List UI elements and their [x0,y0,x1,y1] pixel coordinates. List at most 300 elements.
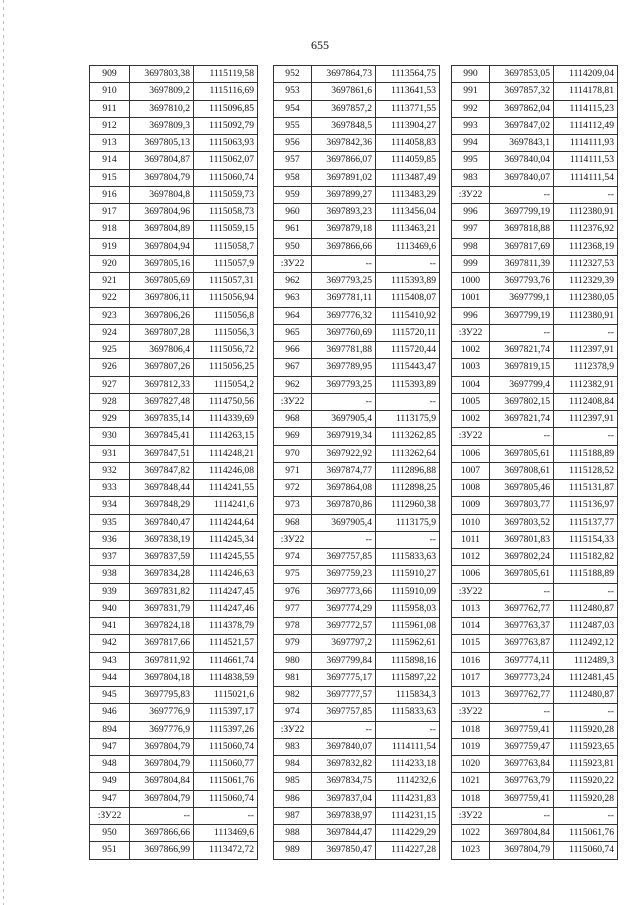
x-coordinate-cell: 3697807,26 [130,359,194,376]
table-row [274,307,440,324]
point-number-cell: 996 [452,204,490,221]
table-row [452,531,618,548]
point-number-cell: 1008 [452,480,490,497]
point-number-cell: 996 [452,307,490,324]
table-row [274,376,440,393]
table-row [452,428,618,445]
point-number-cell: 977 [274,600,312,617]
y-coordinate-cell: 1115119,58 [194,66,258,83]
table-row [452,342,618,359]
y-coordinate-cell: 1114661,74 [194,652,258,669]
x-coordinate-cell: 3697802,24 [490,549,554,566]
x-coordinate-cell: 3697837,59 [130,549,194,566]
table-row [274,531,440,548]
y-coordinate-cell: 1115062,07 [194,152,258,169]
table-row [90,497,258,514]
point-number-cell: :ЗУ22 [452,186,490,203]
x-coordinate-cell: 3697763,84 [490,756,554,773]
y-coordinate-cell: 1113771,55 [376,100,440,117]
x-coordinate-cell: 3697857,32 [490,83,554,100]
y-coordinate-cell: 1114233,18 [376,756,440,773]
table-row [274,825,440,842]
x-coordinate-cell: 3697762,77 [490,687,554,704]
x-coordinate-cell: -- [490,583,554,600]
point-number-cell: 915 [90,169,130,186]
table-row [452,462,618,479]
point-number-cell: 1018 [452,790,490,807]
point-number-cell: 971 [274,462,312,479]
x-coordinate-cell: 3697848,29 [130,497,194,514]
x-coordinate-cell: 3697840,07 [490,169,554,186]
y-coordinate-cell: -- [554,324,618,341]
point-number-cell: 910 [90,83,130,100]
table-row [452,514,618,531]
point-number-cell: :ЗУ22 [90,807,130,824]
x-coordinate-cell: 3697757,85 [312,549,376,566]
x-coordinate-cell: 3697879,18 [312,221,376,238]
y-coordinate-cell: 1113262,85 [376,428,440,445]
table-row [90,600,258,617]
table-row [274,790,440,807]
y-coordinate-cell: 1113175,9 [376,411,440,428]
table-row [452,83,618,100]
x-coordinate-cell: 3697847,51 [130,445,194,462]
point-number-cell: 935 [90,514,130,531]
x-coordinate-cell: 3697840,47 [130,514,194,531]
x-coordinate-cell: 3697840,04 [490,152,554,169]
table-row [452,445,618,462]
y-coordinate-cell: 1112489,3 [554,652,618,669]
table-row [90,756,258,773]
x-coordinate-cell: 3697806,26 [130,307,194,324]
x-coordinate-cell: 3697773,24 [490,669,554,686]
table-row [274,135,440,152]
point-number-cell: 962 [274,273,312,290]
y-coordinate-cell: 1115057,31 [194,273,258,290]
x-coordinate-cell: 3697905,4 [312,514,376,531]
x-coordinate-cell: 3697804,79 [130,169,194,186]
table-row [90,549,258,566]
y-coordinate-cell: -- [554,807,618,824]
table-row [452,618,618,635]
y-coordinate-cell: 1115056,72 [194,342,258,359]
y-coordinate-cell: 1115060,74 [194,790,258,807]
table-row [274,273,440,290]
table-row [452,359,618,376]
scan-edge-line [3,0,4,905]
y-coordinate-cell: 1113469,6 [194,825,258,842]
point-number-cell: 1006 [452,566,490,583]
table-row [452,290,618,307]
point-number-cell: 942 [90,635,130,652]
y-coordinate-cell: -- [376,255,440,272]
point-number-cell: 994 [452,135,490,152]
x-coordinate-cell: 3697793,25 [312,273,376,290]
x-coordinate-cell: 3697803,77 [490,497,554,514]
y-coordinate-cell: 1115410,92 [376,307,440,324]
x-coordinate-cell: 3697801,83 [490,531,554,548]
point-number-cell: 1020 [452,756,490,773]
y-coordinate-cell: 1115833,63 [376,549,440,566]
x-coordinate-cell: 3697795,83 [130,687,194,704]
y-coordinate-cell: 1114178,81 [554,83,618,100]
y-coordinate-cell: 1115182,82 [554,549,618,566]
x-coordinate-cell: 3697759,41 [490,790,554,807]
point-number-cell: 931 [90,445,130,462]
table-row [274,773,440,790]
point-number-cell: :ЗУ22 [274,393,312,410]
table-row [90,531,258,548]
table-row [90,255,258,272]
point-number-cell: 1003 [452,359,490,376]
table-row [452,169,618,186]
y-coordinate-cell: 1114111,53 [554,152,618,169]
y-coordinate-cell: 1115408,07 [376,290,440,307]
point-number-cell: 967 [274,359,312,376]
point-number-cell: 966 [274,342,312,359]
table-row [452,842,618,859]
table-row [452,393,618,410]
table-row [452,825,618,842]
table-row [274,549,440,566]
table-row [274,652,440,669]
y-coordinate-cell: 1114248,21 [194,445,258,462]
point-number-cell: 940 [90,600,130,617]
x-coordinate-cell: -- [490,186,554,203]
x-coordinate-cell: 3697805,61 [490,566,554,583]
table-row [452,480,618,497]
point-number-cell: 951 [90,842,130,859]
table-row [452,273,618,290]
x-coordinate-cell: 3697774,29 [312,600,376,617]
y-coordinate-cell: 1115060,74 [194,738,258,755]
table-row [452,738,618,755]
table-row [452,186,618,203]
y-coordinate-cell: 1115188,89 [554,445,618,462]
table-row [452,773,618,790]
table-row [90,135,258,152]
table-row [274,204,440,221]
point-number-cell: 1010 [452,514,490,531]
x-coordinate-cell: 3697848,5 [312,117,376,134]
y-coordinate-cell: 1113456,04 [376,204,440,221]
y-coordinate-cell: -- [194,807,258,824]
x-coordinate-cell: 3697845,41 [130,428,194,445]
x-coordinate-cell: 3697804,18 [130,669,194,686]
x-coordinate-cell: 3697861,6 [312,83,376,100]
y-coordinate-cell: 1115720,11 [376,324,440,341]
table-row [452,635,618,652]
x-coordinate-cell: 3697759,23 [312,566,376,583]
table-row [90,117,258,134]
point-number-cell: 961 [274,221,312,238]
x-coordinate-cell: 3697799,1 [490,290,554,307]
x-coordinate-cell: 3697862,04 [490,100,554,117]
table-row [452,566,618,583]
table-row [452,411,618,428]
table-row [90,825,258,842]
point-number-cell: 995 [452,152,490,169]
x-coordinate-cell: -- [130,807,194,824]
y-coordinate-cell: 1115920,22 [554,773,618,790]
point-number-cell: 937 [90,549,130,566]
y-coordinate-cell: 1115057,9 [194,255,258,272]
point-number-cell: 999 [452,255,490,272]
point-number-cell: 918 [90,221,130,238]
point-number-cell: 989 [274,842,312,859]
x-coordinate-cell: 3697853,05 [490,66,554,83]
x-coordinate-cell: 3697870,86 [312,497,376,514]
table-row [90,204,258,221]
y-coordinate-cell: 1115443,47 [376,359,440,376]
table-row [90,169,258,186]
x-coordinate-cell: 3697774,11 [490,652,554,669]
x-coordinate-cell: 3697781,11 [312,290,376,307]
x-coordinate-cell: 3697821,74 [490,411,554,428]
table-row [90,669,258,686]
point-number-cell: :ЗУ22 [274,255,312,272]
point-number-cell: 1002 [452,411,490,428]
table-row [90,221,258,238]
point-number-cell: 1012 [452,549,490,566]
y-coordinate-cell: 1115056,25 [194,359,258,376]
x-coordinate-cell: 3697804,84 [490,825,554,842]
point-number-cell: 939 [90,583,130,600]
y-coordinate-cell: -- [376,393,440,410]
x-coordinate-cell: 3697838,19 [130,531,194,548]
point-number-cell: 929 [90,411,130,428]
y-coordinate-cell: 1115920,28 [554,721,618,738]
table-row [274,687,440,704]
y-coordinate-cell: 1114521,57 [194,635,258,652]
x-coordinate-cell: 3697891,02 [312,169,376,186]
table-row [90,238,258,255]
point-number-cell: 982 [274,687,312,704]
point-number-cell: 920 [90,255,130,272]
y-coordinate-cell: 1115092,79 [194,117,258,134]
y-coordinate-cell: 1113641,53 [376,83,440,100]
table-row [274,83,440,100]
y-coordinate-cell: 1114263,15 [194,428,258,445]
y-coordinate-cell: 1115958,03 [376,600,440,617]
x-coordinate-cell: 3697821,74 [490,342,554,359]
x-coordinate-cell: 3697760,69 [312,324,376,341]
table-row [452,790,618,807]
y-coordinate-cell: 1112382,91 [554,376,618,393]
point-number-cell: 953 [274,83,312,100]
point-number-cell: 954 [274,100,312,117]
point-number-cell: 985 [274,773,312,790]
point-number-cell: 1006 [452,445,490,462]
table-row [90,566,258,583]
x-coordinate-cell: 3697847,02 [490,117,554,134]
point-number-cell: 944 [90,669,130,686]
point-number-cell: 909 [90,66,130,83]
table-row [90,342,258,359]
point-number-cell: 990 [452,66,490,83]
x-coordinate-cell: -- [312,393,376,410]
y-coordinate-cell: 1112329,39 [554,273,618,290]
y-coordinate-cell: -- [376,721,440,738]
y-coordinate-cell: 1115056,8 [194,307,258,324]
table-row [274,238,440,255]
y-coordinate-cell: 1112380,91 [554,307,618,324]
point-number-cell: 962 [274,376,312,393]
y-coordinate-cell: 1115397,17 [194,704,258,721]
y-coordinate-cell: 1114111,54 [554,169,618,186]
table-row [90,359,258,376]
table-row [274,600,440,617]
table-row [274,221,440,238]
x-coordinate-cell: 3697803,38 [130,66,194,83]
point-number-cell: 1013 [452,600,490,617]
y-coordinate-cell: 1115059,73 [194,186,258,203]
point-number-cell: 913 [90,135,130,152]
x-coordinate-cell: 3697834,75 [312,773,376,790]
x-coordinate-cell: 3697899,27 [312,186,376,203]
table-row [274,169,440,186]
point-number-cell: 943 [90,652,130,669]
table-row [90,807,258,824]
y-coordinate-cell: 1114247,45 [194,583,258,600]
table-row [90,324,258,341]
y-coordinate-cell: 1112397,91 [554,342,618,359]
table-row [90,445,258,462]
table-row [274,669,440,686]
y-coordinate-cell: 1112492,12 [554,635,618,652]
table-row [90,773,258,790]
y-coordinate-cell: 1114059,85 [376,152,440,169]
x-coordinate-cell: 3697834,28 [130,566,194,583]
x-coordinate-cell: 3697805,69 [130,273,194,290]
x-coordinate-cell: 3697776,9 [130,704,194,721]
table-row [274,445,440,462]
table-row [452,324,618,341]
table-row [452,152,618,169]
y-coordinate-cell: 1115131,87 [554,480,618,497]
table-row [90,652,258,669]
table-row [452,549,618,566]
x-coordinate-cell: 3697874,77 [312,462,376,479]
y-coordinate-cell: -- [554,583,618,600]
y-coordinate-cell: 1115058,7 [194,238,258,255]
point-number-cell: 948 [90,756,130,773]
y-coordinate-cell: 1115136,97 [554,497,618,514]
point-number-cell: 949 [90,773,130,790]
y-coordinate-cell: 1112380,05 [554,290,618,307]
x-coordinate-cell: 3697810,2 [130,100,194,117]
point-number-cell: 970 [274,445,312,462]
y-coordinate-cell: 1114378,79 [194,618,258,635]
y-coordinate-cell: 1114231,15 [376,807,440,824]
table-row [90,152,258,169]
x-coordinate-cell: 3697776,32 [312,307,376,324]
point-number-cell: :ЗУ22 [452,704,490,721]
point-number-cell: 1014 [452,618,490,635]
y-coordinate-cell: 1115397,26 [194,721,258,738]
point-number-cell: 955 [274,117,312,134]
y-coordinate-cell: 1112378,9 [554,359,618,376]
x-coordinate-cell: 3697804,84 [130,773,194,790]
y-coordinate-cell: 1113463,21 [376,221,440,238]
point-number-cell: :ЗУ22 [452,807,490,824]
table-row [274,721,440,738]
x-coordinate-cell: -- [490,704,554,721]
y-coordinate-cell: 1115128,52 [554,462,618,479]
x-coordinate-cell: 3697789,95 [312,359,376,376]
x-coordinate-cell: 3697804,79 [130,790,194,807]
x-coordinate-cell: -- [490,324,554,341]
point-number-cell: 993 [452,117,490,134]
table-row [90,100,258,117]
table-row [90,307,258,324]
table-row [90,721,258,738]
point-number-cell: 933 [90,480,130,497]
y-coordinate-cell: 1115897,22 [376,669,440,686]
coordinates-table-left [89,65,258,860]
x-coordinate-cell: 3697799,4 [490,376,554,393]
x-coordinate-cell: 3697817,69 [490,238,554,255]
y-coordinate-cell: 1115834,3 [376,687,440,704]
point-number-cell: 922 [90,290,130,307]
table-row [452,66,618,83]
point-number-cell: 1000 [452,273,490,290]
x-coordinate-cell: 3697809,3 [130,117,194,134]
y-coordinate-cell: 1112368,19 [554,238,618,255]
y-coordinate-cell: 1114247,46 [194,600,258,617]
coordinates-table-middle [273,65,440,860]
table-row [274,618,440,635]
y-coordinate-cell: 1115021,6 [194,687,258,704]
x-coordinate-cell: 3697844,47 [312,825,376,842]
x-coordinate-cell: 3697776,9 [130,721,194,738]
x-coordinate-cell: -- [312,255,376,272]
y-coordinate-cell: 1113564,75 [376,66,440,83]
table-row [90,790,258,807]
table-row [452,704,618,721]
y-coordinate-cell: 1114241,6 [194,497,258,514]
y-coordinate-cell: 1115060,74 [194,169,258,186]
table-row [452,669,618,686]
point-number-cell: 1019 [452,738,490,755]
point-number-cell: 968 [274,514,312,531]
y-coordinate-cell: 1113175,9 [376,514,440,531]
x-coordinate-cell: 3697806,11 [130,290,194,307]
x-coordinate-cell: 3697905,4 [312,411,376,428]
point-number-cell: 912 [90,117,130,134]
x-coordinate-cell: 3697808,61 [490,462,554,479]
table-row [90,687,258,704]
table-row [452,807,618,824]
table-row [274,117,440,134]
point-number-cell: 960 [274,204,312,221]
y-coordinate-cell: 1113487,49 [376,169,440,186]
y-coordinate-cell: 1112487,03 [554,618,618,635]
y-coordinate-cell: 1115910,27 [376,566,440,583]
point-number-cell: 924 [90,324,130,341]
x-coordinate-cell: 3697805,61 [490,445,554,462]
x-coordinate-cell: 3697805,16 [130,255,194,272]
x-coordinate-cell: 3697843,1 [490,135,554,152]
table-row [90,704,258,721]
y-coordinate-cell: 1115096,85 [194,100,258,117]
table-row [452,687,618,704]
x-coordinate-cell: 3697793,76 [490,273,554,290]
x-coordinate-cell: 3697804,79 [490,842,554,859]
table-row [90,738,258,755]
table-row [274,255,440,272]
y-coordinate-cell: 1114227,28 [376,842,440,859]
